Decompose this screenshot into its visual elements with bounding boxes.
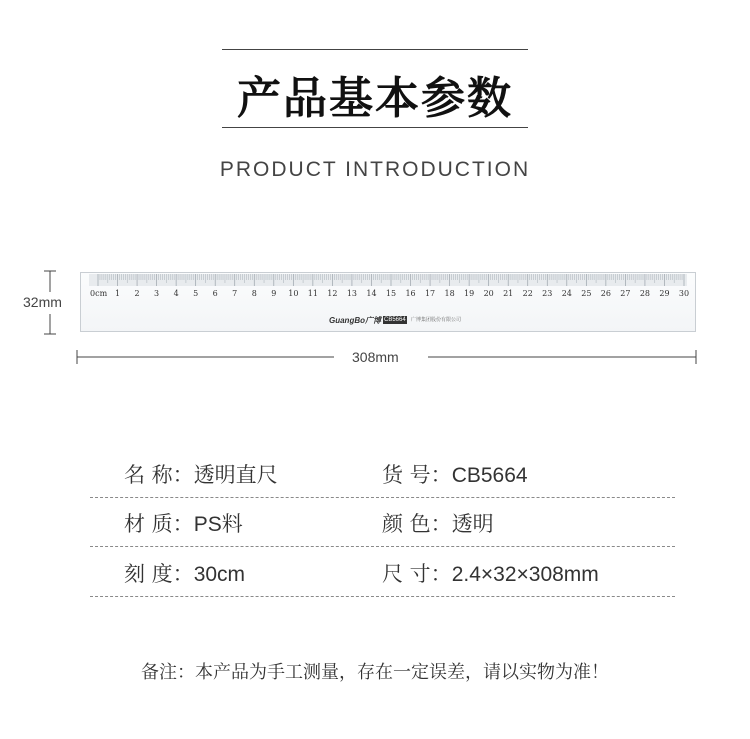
spec-value: 30cm <box>193 563 246 586</box>
ruler-scale-label: 8 <box>251 289 257 298</box>
spec-value: 2.4×32×308mm <box>451 563 599 586</box>
ruler-scale-label: 30 <box>678 289 690 298</box>
ruler-scale-label: 2 <box>134 289 140 298</box>
ruler-scale-label: 18 <box>444 289 455 298</box>
ruler-scale-label: 16 <box>405 289 416 298</box>
ruler-scale-label: 0cm <box>90 289 108 298</box>
spec-value: 透明 <box>451 513 494 536</box>
spec-row-name <box>90 448 675 498</box>
ruler-scale-label: 11 <box>307 289 318 298</box>
spec-value: CB5664 <box>451 464 528 487</box>
ruler-scale-label: 15 <box>385 289 397 298</box>
page-title: 产品基本参数 <box>237 73 513 124</box>
spec-label: 货 号： <box>382 463 452 487</box>
dashed-divider <box>90 596 675 597</box>
spec-left-cell <box>124 558 245 588</box>
ruler-scale-label: 28 <box>639 289 651 298</box>
ruler-scale-label: 20 <box>483 289 494 298</box>
ruler-scale-label: 6 <box>212 289 218 298</box>
spec-label: 名 称： <box>124 463 194 487</box>
spec-row-scale <box>90 547 675 597</box>
brand-logo: GuangBo广博 <box>329 316 381 325</box>
spec-label: 刻 度： <box>124 562 194 586</box>
ruler-scale-label: 19 <box>464 289 475 298</box>
ruler-scale-label: 3 <box>154 289 160 298</box>
disclaimer-note: 备注：本产品为手工测量，存在一定误差，请以实物为准！ <box>141 662 609 683</box>
company-text: 广博集团股份有限公司 <box>411 317 462 323</box>
spec-label: 颜 色： <box>382 512 452 536</box>
ruler-scale-label: 25 <box>581 289 592 298</box>
height-dimension-label: 32mm <box>23 294 62 310</box>
spec-label: 尺 寸： <box>382 562 452 586</box>
ruler-scale-label: 12 <box>327 289 338 298</box>
ruler-scale-label: 22 <box>522 289 533 298</box>
ruler-scale-label: 7 <box>232 289 238 298</box>
ruler-scale-label: 10 <box>288 289 299 298</box>
spec-right-cell <box>382 508 494 538</box>
spec-value: PS料 <box>193 513 243 536</box>
title-top-rule <box>222 49 528 50</box>
ruler-scale-label: 26 <box>600 289 611 298</box>
ruler-tick-band <box>89 274 687 286</box>
ruler-scale-label: 14 <box>366 289 377 298</box>
ruler-image <box>80 272 696 332</box>
ruler-scale-label: 4 <box>173 289 179 298</box>
ruler-scale-label: 1 <box>114 289 121 298</box>
ruler-scale-label: 5 <box>193 289 199 298</box>
spec-row-material <box>90 497 675 547</box>
width-dimension-label: 308mm <box>352 349 399 365</box>
ruler-scale-label: 23 <box>542 289 553 298</box>
spec-left-cell <box>124 459 278 489</box>
spec-value: 透明直尺 <box>193 464 278 487</box>
spec-left-cell <box>124 508 243 538</box>
title-bottom-rule <box>222 127 528 128</box>
ruler-scale-label: 13 <box>346 289 358 298</box>
spec-right-cell <box>382 459 528 489</box>
spec-label: 材 质： <box>124 512 194 536</box>
ruler-scale-label: 24 <box>561 289 572 298</box>
ruler-scale-label: 29 <box>659 289 670 298</box>
model-badge: CB5664 <box>384 317 406 323</box>
spec-right-cell <box>382 558 599 588</box>
ruler-scale-label: 21 <box>503 289 514 298</box>
page-subtitle: PRODUCT INTRODUCTION <box>219 158 531 181</box>
ruler-scale-label: 17 <box>424 289 436 298</box>
ruler-scale-label: 9 <box>271 289 277 298</box>
ruler-scale-label: 27 <box>620 289 631 298</box>
